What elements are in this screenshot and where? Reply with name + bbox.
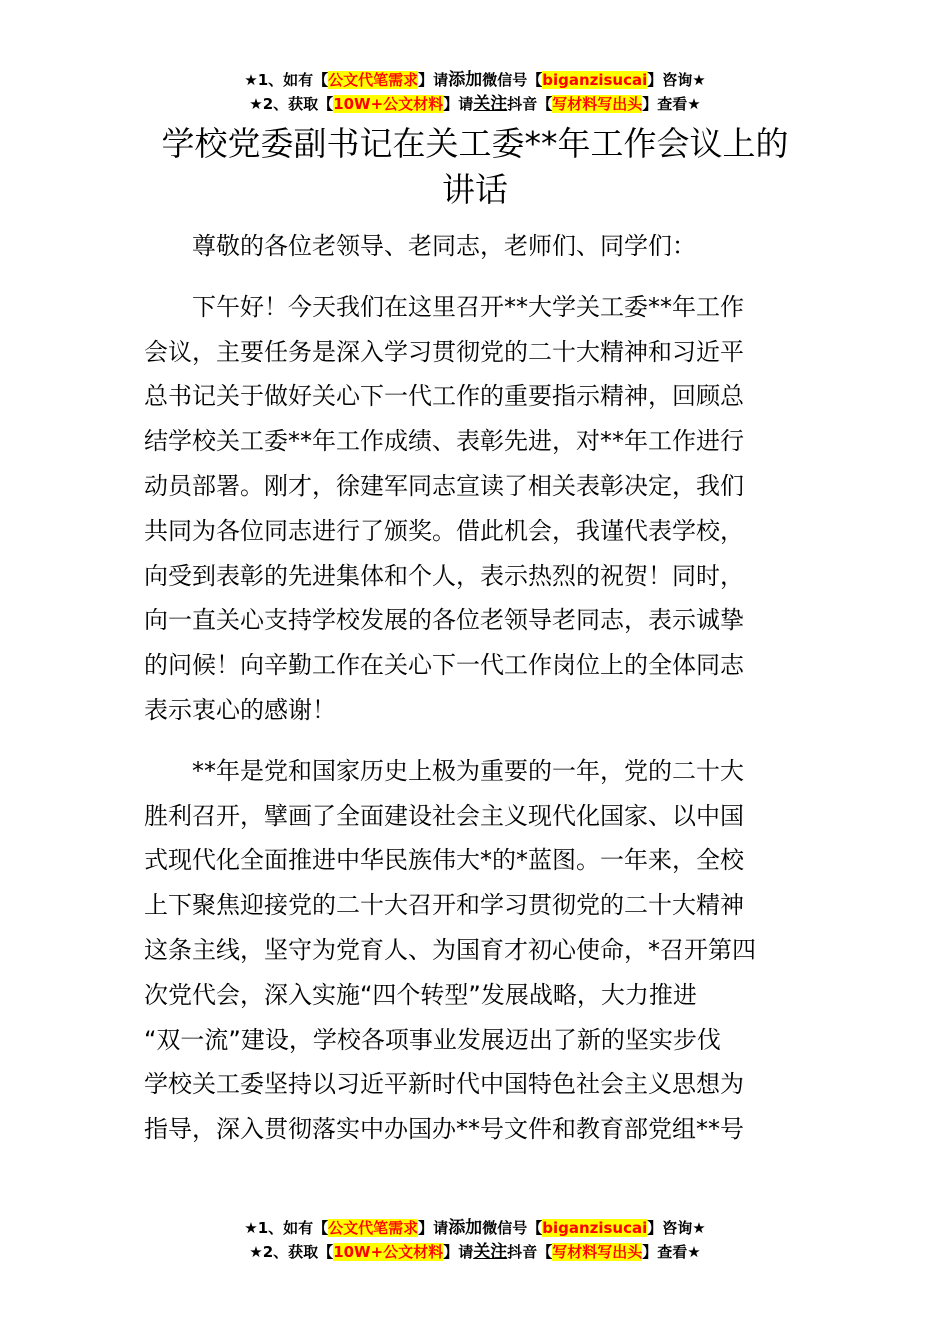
document-title — [140, 121, 810, 213]
banner-highlight: 10W+公文材料 — [333, 95, 444, 113]
banner-text: 微信号【 — [482, 71, 543, 89]
title-line-1: 学校党委副书记在关工委**年工作会议上的 — [161, 124, 789, 163]
banner-line-2 — [0, 1240, 950, 1264]
banner-emphasis: 关注 — [473, 94, 508, 114]
document-body — [144, 224, 808, 1152]
banner-highlight: 公文代笔需求 — [328, 71, 419, 89]
paragraph-line: “双一流”建设，学校各项事业发展迈出了新的坚实步伐 — [144, 1025, 721, 1054]
paragraph-line: 下午好！今天我们在这里召开**大学关工委**年工作 — [192, 292, 744, 321]
banner-text: 微信号【 — [482, 1219, 543, 1237]
paragraph-line: 向受到表彰的先进集体和个人，表示热烈的祝贺！同时， — [144, 561, 744, 590]
banner-highlight: 公文代笔需求 — [328, 1219, 419, 1237]
paragraph-line: 结学校关工委**年工作成绩、表彰先进，对**年工作进行 — [144, 427, 744, 456]
paragraph-2 — [144, 749, 808, 1152]
bottom-banner — [0, 1216, 950, 1264]
banner-text: 】查看★ — [642, 1243, 701, 1261]
banner-emphasis: 添加 — [448, 70, 483, 90]
paragraph-line: 次党代会，深入实施“四个转型”发展战略，大力推进 — [144, 980, 697, 1009]
banner-emphasis: 关注 — [473, 1242, 508, 1262]
banner-text: 】请 — [418, 1219, 449, 1237]
title-line-2: 讲话 — [442, 170, 508, 209]
paragraph-line: 的问候！向辛勤工作在关心下一代工作岗位上的全体同志 — [144, 651, 744, 680]
banner-text: ★1、如有【 — [244, 1219, 329, 1237]
banner-text: ★2、获取【 — [249, 1243, 334, 1261]
paragraph-line: 这条主线，坚守为党育人、为国育才初心使命，*召开第四 — [144, 935, 756, 964]
banner-line-1 — [0, 68, 950, 92]
banner-text: 抖音【 — [507, 1243, 553, 1261]
banner-text: 】咨询★ — [647, 1219, 706, 1237]
paragraph-line: 指导，深入贯彻落实中办国办**号文件和教育部党组**号 — [144, 1115, 744, 1144]
banner-text: 抖音【 — [507, 95, 553, 113]
paragraph-line: 表示衷心的感谢！ — [144, 695, 336, 724]
banner-text: ★2、获取【 — [249, 95, 334, 113]
banner-text: 】咨询★ — [647, 71, 706, 89]
paragraph-line: **年是党和国家历史上极为重要的一年，党的二十大 — [192, 756, 744, 785]
paragraph-line: 向一直关心支持学校发展的各位老领导老同志，表示诚挚 — [144, 606, 744, 635]
paragraph-line: 动员部署。刚才，徐建军同志宣读了相关表彰决定，我们 — [144, 471, 744, 500]
banner-douyin-id: 写材料写出头 — [552, 1243, 643, 1261]
banner-wechat-id: biganzisucai — [542, 1219, 648, 1237]
paragraph-1 — [144, 285, 808, 733]
paragraph-line: 会议，主要任务是深入学习贯彻党的二十大精神和习近平 — [144, 337, 744, 366]
banner-line-2 — [0, 92, 950, 116]
paragraph-line: 上下聚焦迎接党的二十大召开和学习贯彻党的二十大精神 — [144, 891, 744, 920]
paragraph-line: 式现代化全面推进中华民族伟大*的*蓝图。一年来，全校 — [144, 846, 744, 875]
paragraph-line: 共同为各位同志进行了颁奖。借此机会，我谨代表学校， — [144, 516, 744, 545]
banner-douyin-id: 写材料写出头 — [552, 95, 643, 113]
paragraph-line: 胜利召开，擘画了全面建设社会主义现代化国家、以中国 — [144, 801, 744, 830]
banner-wechat-id: biganzisucai — [542, 71, 648, 89]
banner-line-1 — [0, 1216, 950, 1240]
top-banner — [0, 68, 950, 116]
banner-highlight: 10W+公文材料 — [333, 1243, 444, 1261]
paragraph-line: 学校关工委坚持以习近平新时代中国特色社会主义思想为 — [144, 1070, 744, 1099]
salutation: 尊敬的各位老领导、老同志，老师们、同学们： — [192, 232, 696, 260]
banner-text: ★1、如有【 — [244, 71, 329, 89]
paragraph-line: 总书记关于做好关心下一代工作的重要指示精神，回顾总 — [144, 382, 744, 411]
banner-text: 】请 — [418, 71, 449, 89]
banner-text: 】请 — [443, 1243, 474, 1261]
banner-text: 】查看★ — [642, 95, 701, 113]
banner-emphasis: 添加 — [448, 1218, 483, 1238]
banner-text: 】请 — [443, 95, 474, 113]
